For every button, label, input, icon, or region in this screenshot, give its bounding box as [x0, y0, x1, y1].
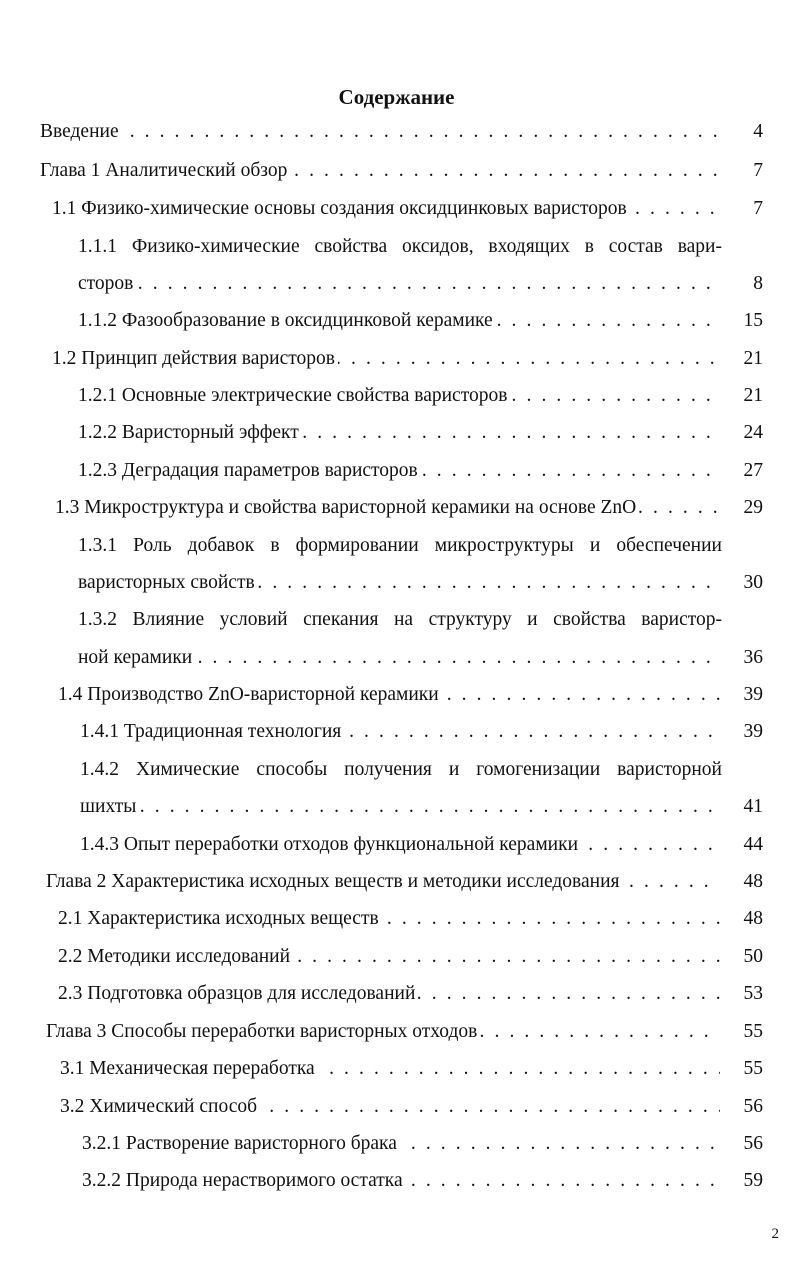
- toc-entry-title: шихты: [80, 793, 139, 821]
- toc-entry-3-2-2[interactable]: [82, 1167, 720, 1195]
- toc-page-number: 48: [743, 908, 763, 929]
- toc-page-number: 7: [753, 160, 763, 181]
- toc-entry-introduction[interactable]: [40, 118, 720, 146]
- toc-entry-title: ной керамики: [78, 644, 195, 672]
- toc-entry-1-1-1-line1[interactable]: 1.1.1 Физико-химические свойства оксидов, входящих в состав вари-: [78, 236, 722, 257]
- toc-entry-1-1-2[interactable]: [78, 307, 720, 335]
- dot-leader: [80, 793, 720, 821]
- toc-entry-title: 3.2.1 Растворение варисторного брака: [82, 1130, 400, 1158]
- toc-entry-1-4-3[interactable]: [80, 831, 720, 859]
- toc-entry-chapter-2[interactable]: [46, 868, 720, 896]
- toc-page-number: 56: [743, 1096, 763, 1117]
- dot-leader: [40, 118, 720, 146]
- toc-entry-title: Глава 1 Аналитический обзор: [40, 157, 290, 185]
- toc-entry-title: 2.1 Характеристика исходных веществ: [58, 905, 382, 933]
- toc-page-number: 21: [743, 385, 763, 406]
- toc-entry-title: 1.3 Микроструктура и свойства варисторной керамики на основе ZnO: [55, 494, 639, 522]
- toc-entry-1-1[interactable]: [52, 195, 720, 223]
- dot-leader: [78, 270, 720, 298]
- toc-page-number: 56: [743, 1133, 763, 1154]
- toc-entry-title: сторов: [78, 270, 136, 298]
- toc-entry-title: 1.2.1 Основные электрические свойства варисторов: [78, 382, 510, 410]
- toc-page-number: 48: [743, 871, 763, 892]
- toc-entry-1-2-1[interactable]: [78, 382, 720, 410]
- toc-page-number: 50: [743, 946, 763, 967]
- toc-entry-title: 3.2.2 Природа нерастворимого остатка: [82, 1167, 406, 1195]
- toc-entry-1-4-1[interactable]: [80, 718, 720, 746]
- toc-page-number: 55: [743, 1021, 763, 1042]
- toc-entry-1-2[interactable]: [52, 345, 720, 373]
- toc-entry-title: Глава 2 Характеристика исходных веществ и методики исследования: [46, 868, 623, 896]
- toc-entry-title: варисторных свойств: [78, 569, 258, 597]
- toc-entry-1-2-2[interactable]: [78, 419, 720, 447]
- toc-entry-title: 1.2 Принцип действия варисторов: [52, 345, 338, 373]
- toc-entry-1-1-1[interactable]: [78, 270, 720, 298]
- toc-entry-1-3-2[interactable]: [78, 644, 720, 672]
- toc-entry-2-3[interactable]: [58, 980, 720, 1008]
- toc-page-number: 24: [743, 422, 763, 443]
- toc-page-number: 7: [753, 198, 763, 219]
- toc-entry-1-3-2-line1[interactable]: 1.3.2 Влияние условий спекания на структуру и свойства варистор-: [78, 609, 722, 630]
- toc-entry-chapter-3[interactable]: [46, 1018, 720, 1046]
- toc-entry-title: 2.3 Подготовка образцов для исследований: [58, 980, 418, 1008]
- toc-page-number: 55: [743, 1058, 763, 1079]
- toc-page-number: 8: [753, 273, 763, 294]
- toc-page-number: 44: [743, 834, 763, 855]
- toc-entry-title: 1.1 Физико-химические основы создания оксидцинковых варисторов: [52, 195, 630, 223]
- toc-entry-chapter-1[interactable]: [40, 157, 720, 185]
- toc-page-number: 29: [743, 497, 763, 518]
- toc-entry-1-3[interactable]: [55, 494, 720, 522]
- toc-entry-title: 3.1 Механическая переработка: [60, 1055, 318, 1083]
- toc-page-number: 21: [743, 348, 763, 369]
- toc-entry-2-1[interactable]: [58, 905, 720, 933]
- toc-page-number: 39: [743, 684, 763, 705]
- toc-entry-title: 1.4.3 Опыт переработки отходов функциональной керамики: [80, 831, 581, 859]
- toc-page-number: 39: [743, 721, 763, 742]
- toc-entry-title: 1.4 Производство ZnO-варисторной керамики: [58, 681, 442, 709]
- toc-entry-title: 2.2 Методики исследований: [58, 943, 293, 971]
- toc-entry-title: 1.4.1 Традиционная технология: [80, 718, 344, 746]
- toc-entry-1-4[interactable]: [58, 681, 720, 709]
- toc-page-number: 27: [743, 460, 763, 481]
- toc-entry-3-1[interactable]: [60, 1055, 720, 1083]
- page-folio-number: 2: [771, 1226, 779, 1242]
- toc-page-number: 36: [743, 647, 763, 668]
- toc-entry-3-2[interactable]: [60, 1093, 720, 1121]
- toc-entry-title: 1.2.3 Деградация параметров варисторов: [78, 457, 421, 485]
- toc-entry-title: Глава 3 Способы переработки варисторных отходов: [46, 1018, 480, 1046]
- toc-entry-1-4-2[interactable]: [80, 793, 720, 821]
- toc-entry-3-2-1[interactable]: [82, 1130, 720, 1158]
- toc-entry-title: 1.2.2 Варисторный эффект: [78, 419, 302, 447]
- toc-page-number: 53: [743, 983, 763, 1004]
- toc-page-number: 59: [743, 1170, 763, 1191]
- toc-page-number: 4: [753, 121, 763, 142]
- toc-entry-1-4-2-line1[interactable]: 1.4.2 Химические способы получения и гомогенизации варисторной: [80, 759, 722, 780]
- toc-entry-title: 1.1.2 Фазообразование в оксидцинковой керамике: [78, 307, 496, 335]
- page-title: Содержание: [338, 85, 455, 109]
- toc-entry-title: Введение: [40, 118, 122, 146]
- toc-page-number: 15: [743, 310, 763, 331]
- toc-page-number: 30: [743, 572, 763, 593]
- toc-entry-1-2-3[interactable]: [78, 457, 720, 485]
- toc-entry-title: 3.2 Химический способ: [60, 1093, 260, 1121]
- toc-entry-1-3-1-line1[interactable]: 1.3.1 Роль добавок в формировании микроструктуры и обеспечении: [78, 535, 722, 556]
- toc-entry-1-3-1[interactable]: [78, 569, 720, 597]
- toc-page-number: 41: [743, 796, 763, 817]
- toc-entry-2-2[interactable]: [58, 943, 720, 971]
